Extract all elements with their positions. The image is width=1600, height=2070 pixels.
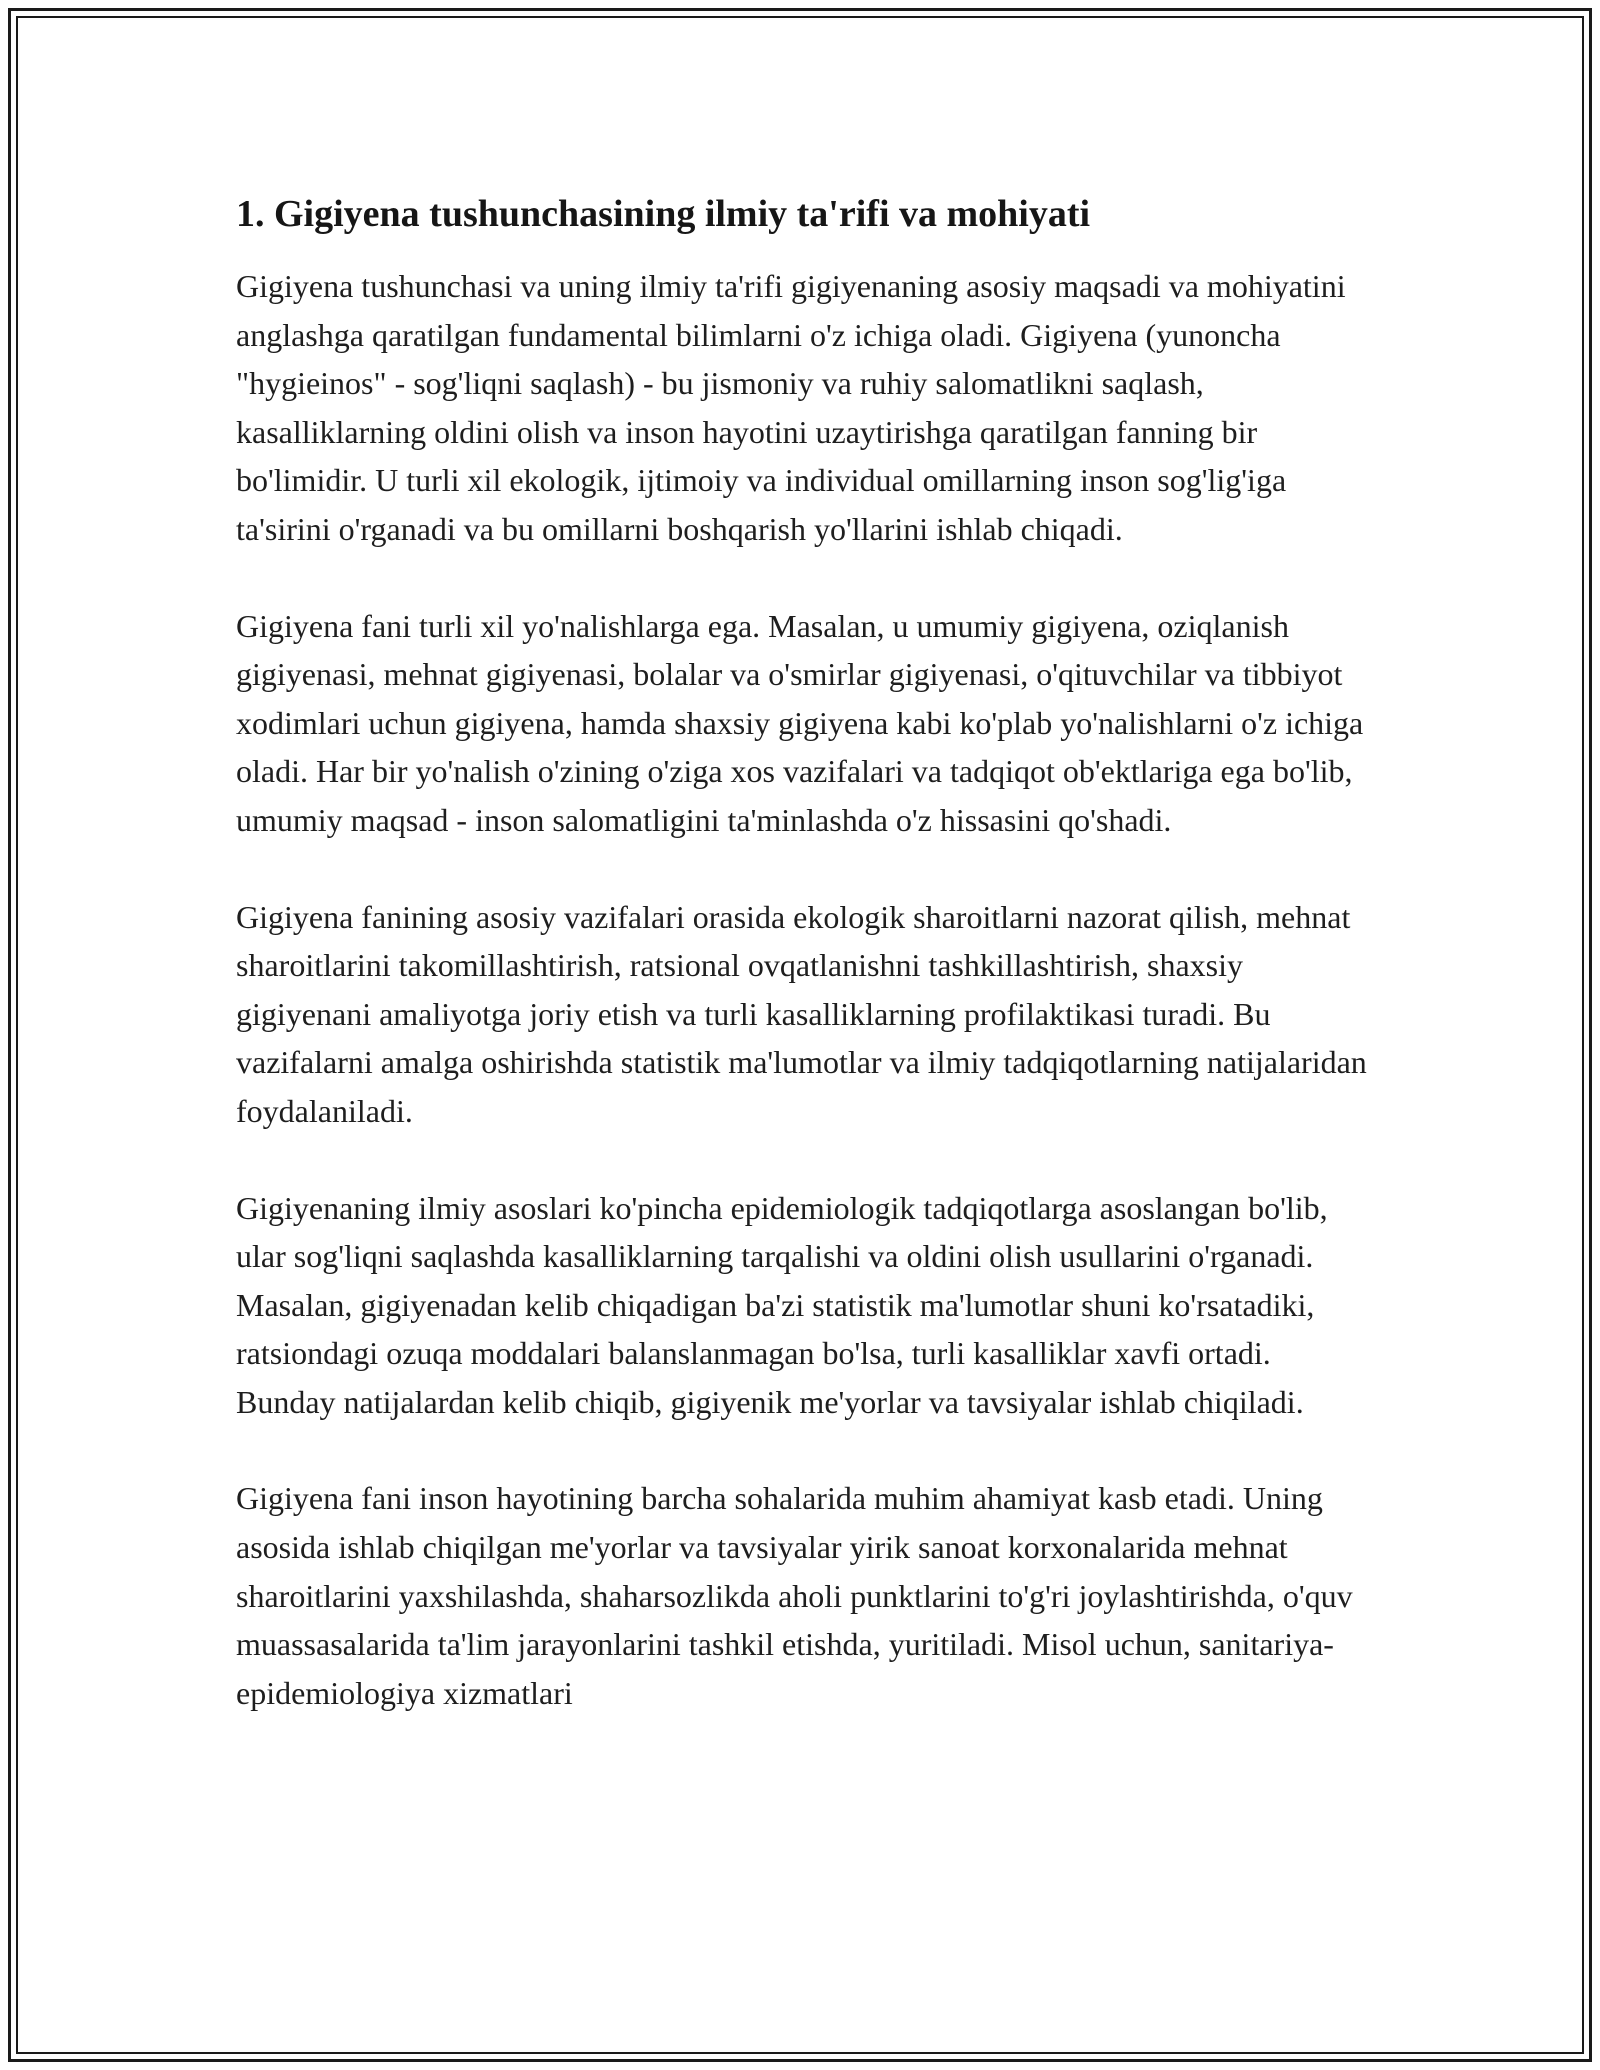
paragraph-3: Gigiyena fanining asosiy vazifalari orasida ekologik sharoitlarni nazorat qilish, mehnat sharoitlarini takomillashtirish, ratsional ovqatlanishni tashkillashtirish, shaxsiy gigiyenani amaliyotga joriy etish va turli kasalliklarning profilaktikasi turadi. Bu vazifalarni amalga oshirishda statistik ma'lumotlar va ilmiy tadqiqotlarning natijalaridan foydalaniladi. xyxy=(236,898,1367,1129)
paragraph-1: Gigiyena tushunchasi va uning ilmiy ta'rifi gigiyenaning asosiy maqsadi va mohiyatini anglashga qaratilgan fundamental bilimlarni o'z ichiga oladi. Gigiyena (yunoncha "hygieinos" - sog'liqni saqlash) - bu jismoniy va ruhiy salomatlikni saqlash, kasalliklarning oldini olish va inson hayotini uzaytirishga qaratilgan fanning bir bo'limidir. U turli xil ekologik, ijtimoiy va individual omillarning inson sog'lig'iga ta'sirini o'rganadi va bu omillarni boshqarish yo'llarini ishlab chiqadi. xyxy=(236,268,1346,547)
document-body xyxy=(236,186,1371,1765)
section-heading: 1. Gigiyena tushunchasining ilmiy ta'rifi va mohiyati xyxy=(236,193,1091,235)
paragraph-4: Gigiyenaning ilmiy asoslari ko'pincha epidemiologik tadqiqotlarga asoslangan bo'lib, ular sog'liqni saqlashda kasalliklarning tarqalishi va oldini olish usullarini o'rganadi. Masalan, gigiyenadan kelib chiqadigan ba'zi statistik ma'lumotlar shuni ko'rsatadiki, ratsiondagi ozuqa moddalari balanslanmagan bo'lsa, turli kasalliklar xavfi ortadi. Bunday natijalardan kelib chiqib, gigiyenik me'yorlar va tavsiyalar ishlab chiqiladi. xyxy=(236,1189,1328,1420)
paragraph-2: Gigiyena fani turli xil yo'nalishlarga ega. Masalan, u umumiy gigiyena, oziqlanish gigiyenasi, mehnat gigiyenasi, bolalar va o'smirlar gigiyenasi, o'qituvchilar va tibbiyot xodimlari uchun gigiyena, hamda shaxsiy gigiyena kabi ko'plab yo'nalishlarni o'z ichiga oladi. Har bir yo'nalish o'zining o'ziga xos vazifalari va tadqiqot ob'ektlariga ega bo'lib, umumiy maqsad - inson salomatligini ta'minlashda o'z hissasini qo'shadi. xyxy=(236,607,1364,838)
paragraph-5: Gigiyena fani inson hayotining barcha sohalarida muhim ahamiyat kasb etadi. Uning asosida ishlab chiqilgan me'yorlar va tavsiyalar yirik sanoat korxonalarida mehnat sharoitlarini yaxshilashda, shaharsozlikda aholi punktlarini to'g'ri joylashtirishda, o'quv muassasalarida ta'lim jarayonlarini tashkil etishda, yuritiladi. Misol uchun, sanitariya-epidemiologiya xizmatlari xyxy=(236,1480,1353,1711)
